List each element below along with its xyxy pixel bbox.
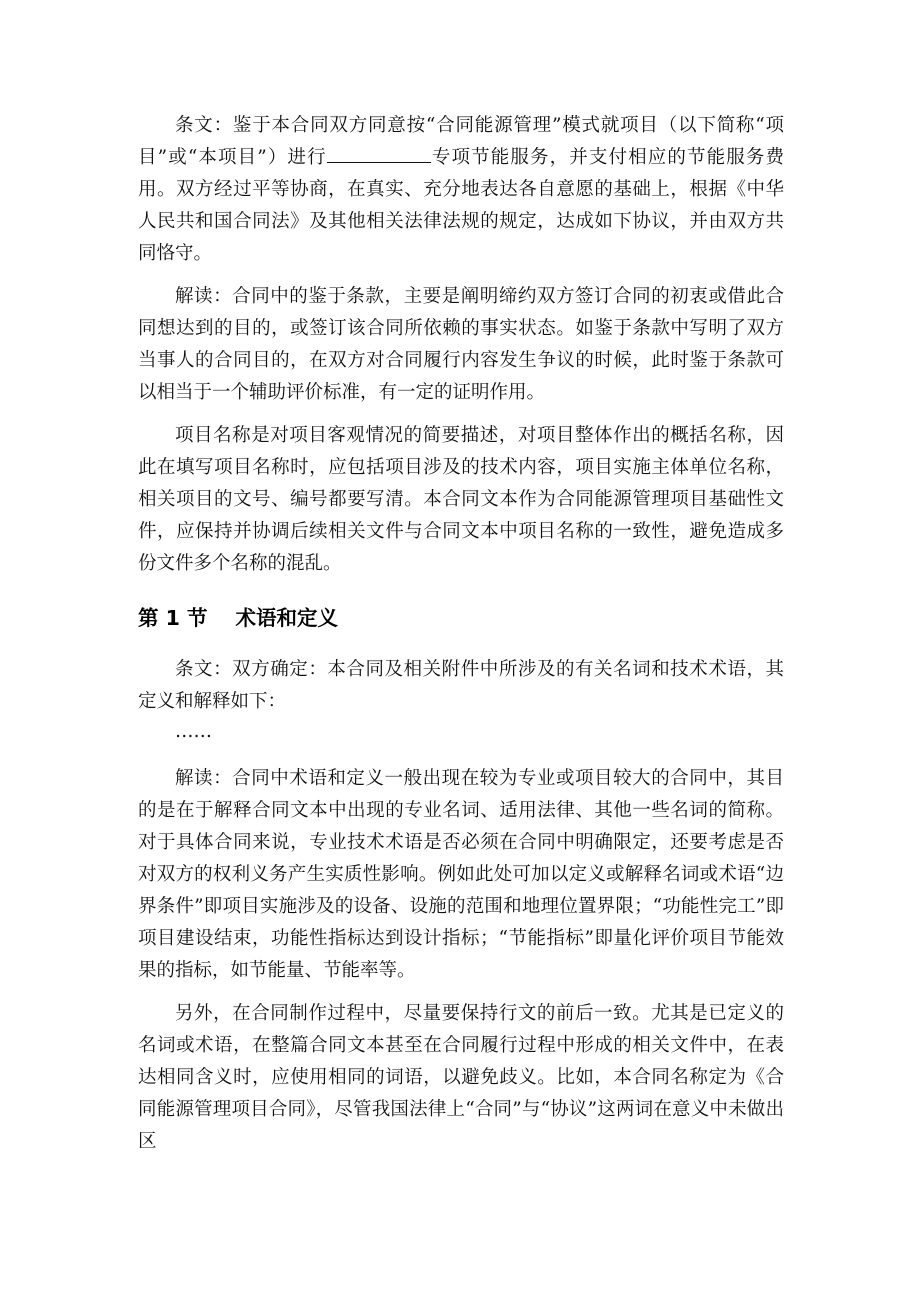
terms-clause-paragraph: 条文：双方确定：本合同及相关附件中所涉及的有关名词和技术术语，其定义和解释如下： [138,659,784,712]
intro-clause-paragraph [138,110,784,270]
section-heading [138,602,784,634]
section-title: 术语和定义 [235,606,339,630]
document-body [138,110,784,1169]
terms-ellipsis: …… [175,721,212,742]
section-number: 第 1 节 [138,606,208,630]
project-name-blank [327,142,431,163]
intro-interpretation-paragraph: 解读：合同中的鉴于条款，主要是阐明缔约双方签订合同的初衷或借此合同想达到的目的，或签订该合同所依赖的事实状态。如鉴于条款中写明了双方当事人的合同目的，在双方对合同履行内容发生争议的时候，此时鉴于条款可以相当于一个辅助评价标准，有一定的证明作用。 [138,286,784,403]
intro-clause-text: 条文：鉴于本合同双方同意按“合同能源管理”模式就项目（以下简称“项目”或“本项目”）进行 [138,115,784,168]
terms-interpretation-paragraph: 解读：合同中术语和定义一般出现在较为专业或项目较大的合同中，其目的是在于解释合同文本中出现的专业名词、适用法律、其他一些名词的简称。对于具体合同来说，专业技术术语是否必须在合同中明确限定，还要考虑是否对双方的权利义务产生实质性影响。例如此处可加以定义或解释名词或术语“边界条件”即项目实施涉及的设备、设施的范围和地理位置界限；“功能性完工”即项目建设结束，功能性指标达到设计指标；“节能指标”即量化评价项目节能效果的指标，如节能量、节能率等。 [138,768,784,981]
intro-clause-text-continued: 专项节能服务，并支付相应的节能服务费用。双方经过平等协商，在真实、充分地表达各自意愿的基础上，根据《中华人民共和国合同法》及其他相关法律法规的规定，达成如下协议，并由双方共同恪守。 [138,147,784,264]
consistency-paragraph: 另外，在合同制作过程中，尽量要保持行文的前后一致。尤其是已定义的名词或术语，在整篇合同文本甚至在合同履行过程中形成的相关文件中，在表达相同含义时，应使用相同的词语，以避免歧义。比如，本合同名称定为《合同能源管理项目合同》，尽管我国法律上“合同”与“协议”这两词在意义中未做出区 [138,1003,784,1152]
project-name-paragraph: 项目名称是对项目客观情况的简要描述，对项目整体作出的概括名称，因此在填写项目名称时，应包括项目涉及的技术内容，项目实施主体单位名称，相关项目的文号、编号都要写清。本合同文本作为合同能源管理项目基础性文件，应保持并协调后续相关文件与合同文本中项目名称的一致性，避免造成多份文件多个名称的混乱。 [138,425,784,574]
